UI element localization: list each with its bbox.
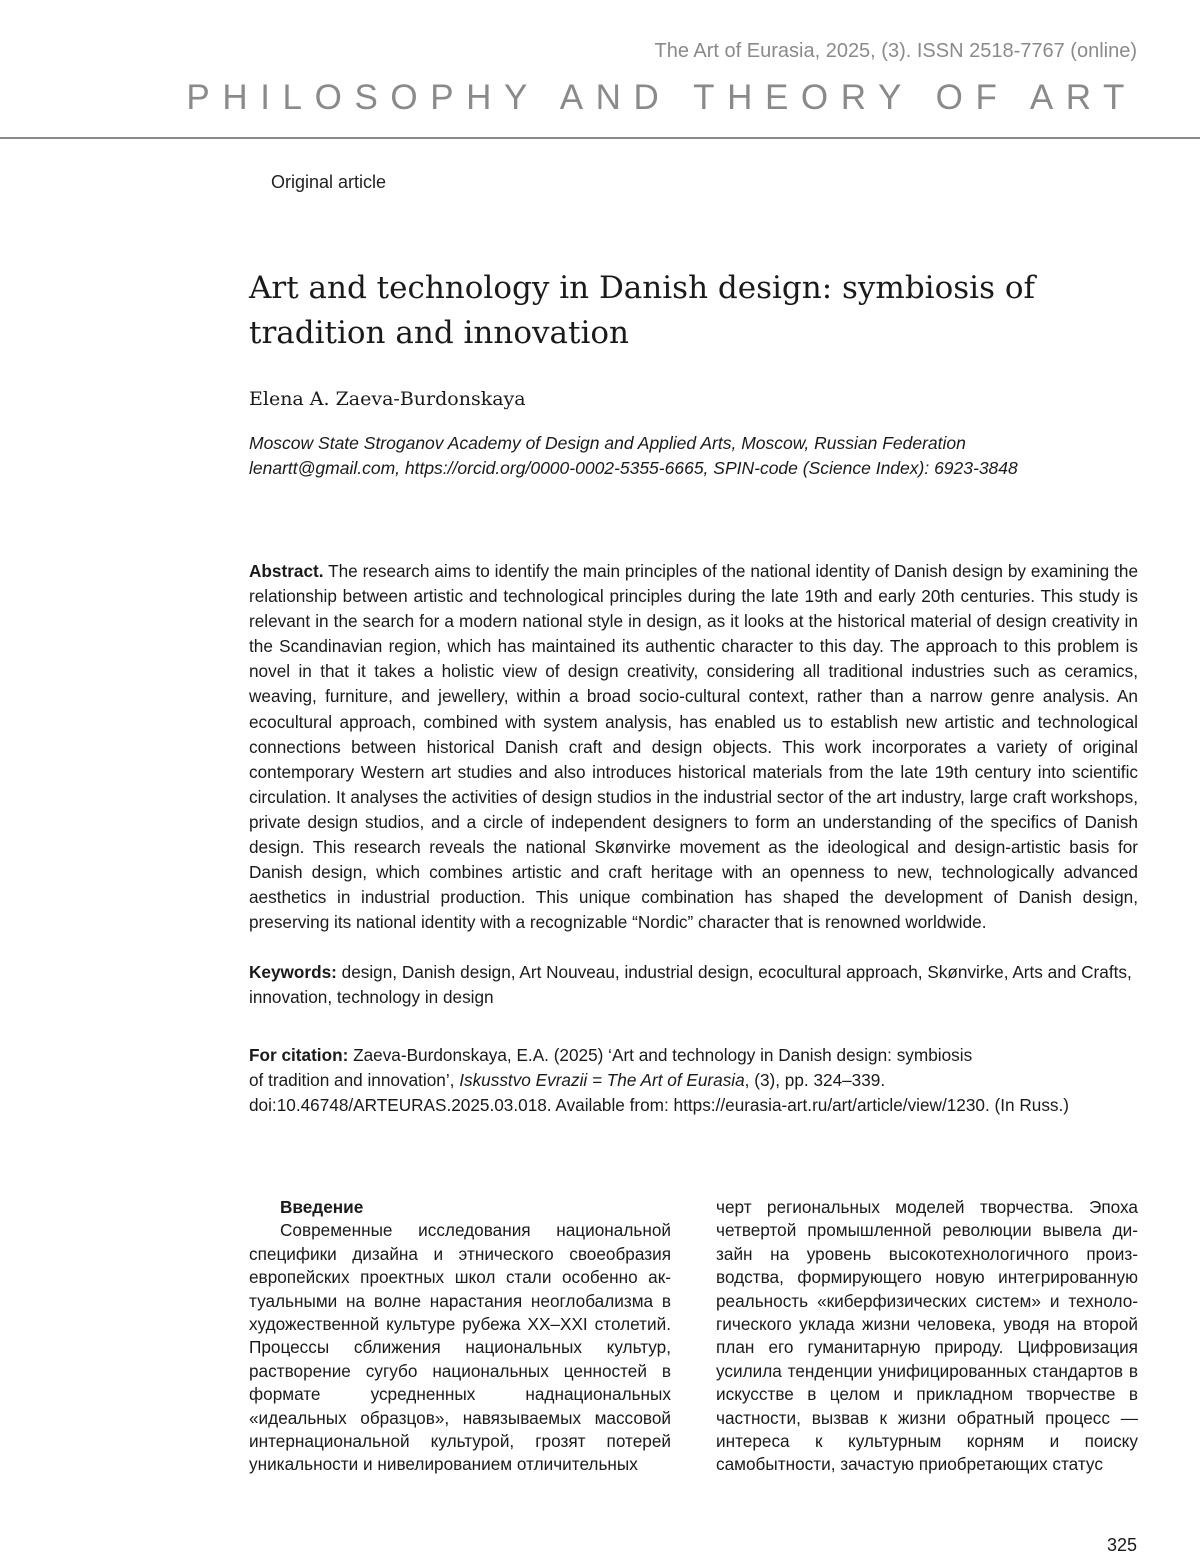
citation-line-2 (249, 1068, 1149, 1093)
body-column-right (716, 1196, 1138, 1477)
body-text-left: Современные исследования национальной специфики дизайна и этнического своеобразия европейских проектных школ стали особенно актуальными на волне нарастания неоглобализма в художественной культуре рубежа XX–XXI столетий. Процессы сближения национальных культур, растворение сугубо национальных ценностей в формате усредненных наднациональных «идеальных образцов», навязываемых массовой интернациональной культурой, грозят потерей уникальности и нивелированием отличительных (249, 1220, 671, 1475)
abstract (249, 559, 1138, 935)
journal-citation-header: The Art of Eurasia, 2025, (3). ISSN 2518-7767 (online) (654, 40, 1137, 62)
header-divider (0, 137, 1200, 139)
citation (249, 1043, 1149, 1118)
page-number: 325 (1106, 1535, 1137, 1555)
author-contacts: lenartt@gmail.com, https://orcid.org/0000-0002-5355-6665, SPIN-code (Science Index): 6923-3848 (249, 458, 1018, 478)
citation-line-1 (249, 1043, 1149, 1068)
citation-journal-name: Iskusstvo Evrazii = The Art of Eurasia (459, 1070, 745, 1091)
body-text-right: черт региональных моделей творчества. Эпоха четвертой промышленной революции вывела дизайн на уровень высокотехнологичного производства, формирующего новую интегрированную реальность «киберфизических систем» и технологического уклада жизни человека, уводя на второй план его гуманитарную природу. Цифровизация усилила тенденции унифицированных стандартов в искусстве в целом и прикладном творчестве в частности, вызвав к жизни обратный процесс — интереса к культурным корням и поиску самобытности, зачастую приобретающих статус (716, 1197, 1138, 1475)
citation-text-1: Zaeva-Burdonskaya, E.A. (2025) ‘Art and technology in Danish design: symbiosis (353, 1045, 973, 1065)
author-name: Elena A. Zaeva-Burdonskaya (249, 388, 526, 410)
abstract-label: Abstract. (249, 561, 324, 581)
article-type-label: Original article (271, 172, 387, 192)
abstract-text: The research aims to identify the main principles of the national identity of Danish design by examining the relationship between artistic and technological principles during the late 19th and early 20th centuries. This study is relevant in the search for a modern national style in design, as it looks at the historical material of design creativity in the Scandinavian region, which has maintained its authentic character to this day. The approach to this problem is novel in that it takes a holistic view of design creativity, considering all traditional industries such as ceramics, weaving, furniture, and jewellery, within a broad socio-cultural context, rather than a narrow genre analysis. An ecocultural approach, combined with system analysis, has enabled us to establish new artistic and technological connections between historical Danish craft and design objects. This work incorporates a variety of original contemporary Western art studies and also introduces historical materials from the late 19th century into scientific circulation. It analyses the activities of design studios in the industrial sector of the art industry, large craft workshops, private design studios, and a circle of independent designers to form an understanding of the specifics of Danish design. This research reveals the national Skønvirke movement as the ideological and design-artistic basis for Danish design, which combines artistic and craft heritage with an openness to new, technologically advanced aesthetics in industrial production. This unique combination has shaped the development of Danish design, preserving its national identity with a recognizable “Nordic” character that is renowned worldwide. (249, 561, 1139, 933)
citation-label: For citation: (249, 1045, 349, 1065)
keywords-text: design, Danish design, Art Nouveau, industrial design, ecocultural approach, Skønvirke, Arts and Crafts, innovation, technology in design (249, 962, 1132, 1008)
article-title: Art and technology in Danish design: symbiosis of tradition and innovation (249, 270, 1035, 351)
keywords-label: Keywords: (249, 962, 337, 982)
body-column-left (249, 1196, 671, 1477)
citation-text-2: of tradition and innovation’, (249, 1070, 455, 1091)
author-affiliation: Moscow State Stroganov Academy of Design and Applied Arts, Moscow, Russian Federation (249, 433, 966, 453)
section-title: PHILOSOPHY AND THEORY OF ART (186, 78, 1137, 117)
keywords (249, 960, 1138, 1010)
citation-doi: doi:10.46748/ARTEURAS.2025.03.018. Available from: https://eurasia-art.ru/art/article/view/1230. (In Russ.) (249, 1095, 1070, 1116)
intro-heading: Введение (280, 1197, 364, 1217)
citation-pages: , (3), pp. 324–339. (744, 1070, 886, 1091)
